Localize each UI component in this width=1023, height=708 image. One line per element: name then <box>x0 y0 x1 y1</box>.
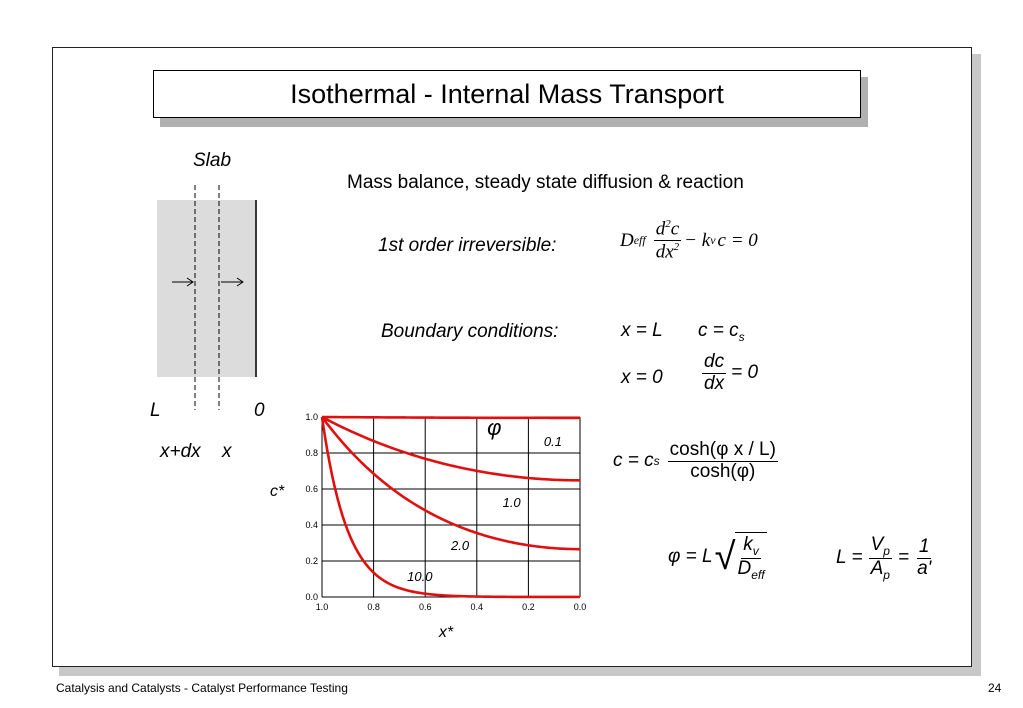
series-line-phi-0.1 <box>322 417 580 418</box>
solution-den: cosh(φ) <box>690 460 756 482</box>
bc1-left: x = L <box>621 320 663 341</box>
eq-D: D <box>620 229 634 251</box>
x-tick-label: 1.0 <box>315 602 329 612</box>
eq-num-c: c <box>670 218 680 240</box>
eq-num-d: d <box>655 218 666 240</box>
length-num1: V <box>870 534 884 555</box>
eq-den-sup: 2 <box>673 241 680 254</box>
solution-num: cosh(φ x / L) <box>669 439 776 460</box>
slide-title <box>153 70 861 118</box>
eq-rest: − k <box>684 229 711 251</box>
thiele-den: D <box>737 557 752 579</box>
series-label-phi-1.0: 1.0 <box>502 495 521 510</box>
y-tick-label: 0.6 <box>305 484 318 494</box>
length-lhs: L = <box>836 547 863 569</box>
bc2-den: dx <box>704 372 725 394</box>
x-axis-label: x* <box>438 624 454 641</box>
bc1-right <box>698 320 745 344</box>
series-line-phi-1.0 <box>322 417 580 480</box>
x-tick-label: 0.8 <box>367 602 380 612</box>
concentration-profile-chart <box>260 405 605 655</box>
series-label-phi-10.0: 10.0 <box>407 568 433 584</box>
page-number: 24 <box>988 681 1002 695</box>
length-den1-sub: p <box>883 567 890 582</box>
length-eq: = <box>897 547 910 569</box>
eq-eff: eff <box>633 233 646 248</box>
footer-text: Catalysis and Catalysts - Catalyst Performance Testing <box>56 681 348 695</box>
y-axis-label: c* <box>270 483 285 501</box>
y-tick-label: 0.0 <box>305 592 318 602</box>
sqrt-sign: √ <box>714 535 736 578</box>
characteristic-length <box>836 535 933 582</box>
first-order-equation <box>620 218 758 263</box>
bc2-left: x = 0 <box>621 367 663 388</box>
y-tick-label: 1.0 <box>305 412 318 422</box>
first-order-label: 1st order irreversible: <box>378 235 557 256</box>
solution-lhs: c = c <box>613 450 654 472</box>
bc2-num: dc <box>704 351 725 372</box>
bc2-tail: = 0 <box>731 362 759 384</box>
x-tick-label: 0.6 <box>418 602 432 612</box>
slab-diagram <box>150 180 270 420</box>
mass-balance-heading: Mass balance, steady state diffusion & reaction <box>347 172 744 193</box>
thiele-num: k <box>743 534 753 555</box>
length-num2: 1 <box>918 536 930 558</box>
thiele-den-sub: eff <box>751 567 765 582</box>
coord-left-label: x+dx <box>160 441 201 462</box>
slab-body <box>157 200 257 377</box>
length-den1: A <box>870 557 884 579</box>
bc2-right <box>702 352 758 395</box>
series-label-phi-2.0: 2.0 <box>451 538 470 554</box>
coord-right-label: x <box>222 441 232 462</box>
eq-den: dx <box>655 241 674 263</box>
phi-symbol-label: φ <box>487 415 502 440</box>
length-den2: a' <box>917 557 932 579</box>
solution-sub: s <box>653 454 660 469</box>
x-tick-label: 0.0 <box>573 602 587 612</box>
slab-label: Slab <box>193 150 232 171</box>
eq-tail: c = 0 <box>717 229 758 251</box>
second-derivative <box>654 218 681 263</box>
y-tick-label: 0.8 <box>305 448 318 458</box>
solution-equation <box>613 440 778 483</box>
thiele-fraction <box>735 532 766 582</box>
bc1-c: c = c <box>698 320 739 341</box>
series-line-phi-10.0 <box>322 417 580 597</box>
slab-right-label: 0 <box>254 400 265 421</box>
length-num1-sub: p <box>883 543 890 558</box>
boundary-label: Boundary conditions: <box>381 321 559 342</box>
thiele-modulus <box>668 532 767 582</box>
slab-left-label: L <box>150 400 161 421</box>
eq-v: v <box>710 233 716 248</box>
x-tick-label: 0.4 <box>470 602 484 612</box>
series-label-phi-0.1: 0.1 <box>543 433 562 449</box>
thiele-lhs: φ = L <box>668 545 713 567</box>
y-tick-label: 0.2 <box>305 556 318 566</box>
eq-num-sup: 2 <box>665 218 671 230</box>
y-tick-label: 0.4 <box>305 520 318 530</box>
thiele-num-sub: v <box>752 543 759 558</box>
bc1-sub: s <box>738 329 745 344</box>
slide-title-text: Isothermal - Internal Mass Transport <box>290 78 724 109</box>
x-tick-label: 0.2 <box>522 602 535 612</box>
